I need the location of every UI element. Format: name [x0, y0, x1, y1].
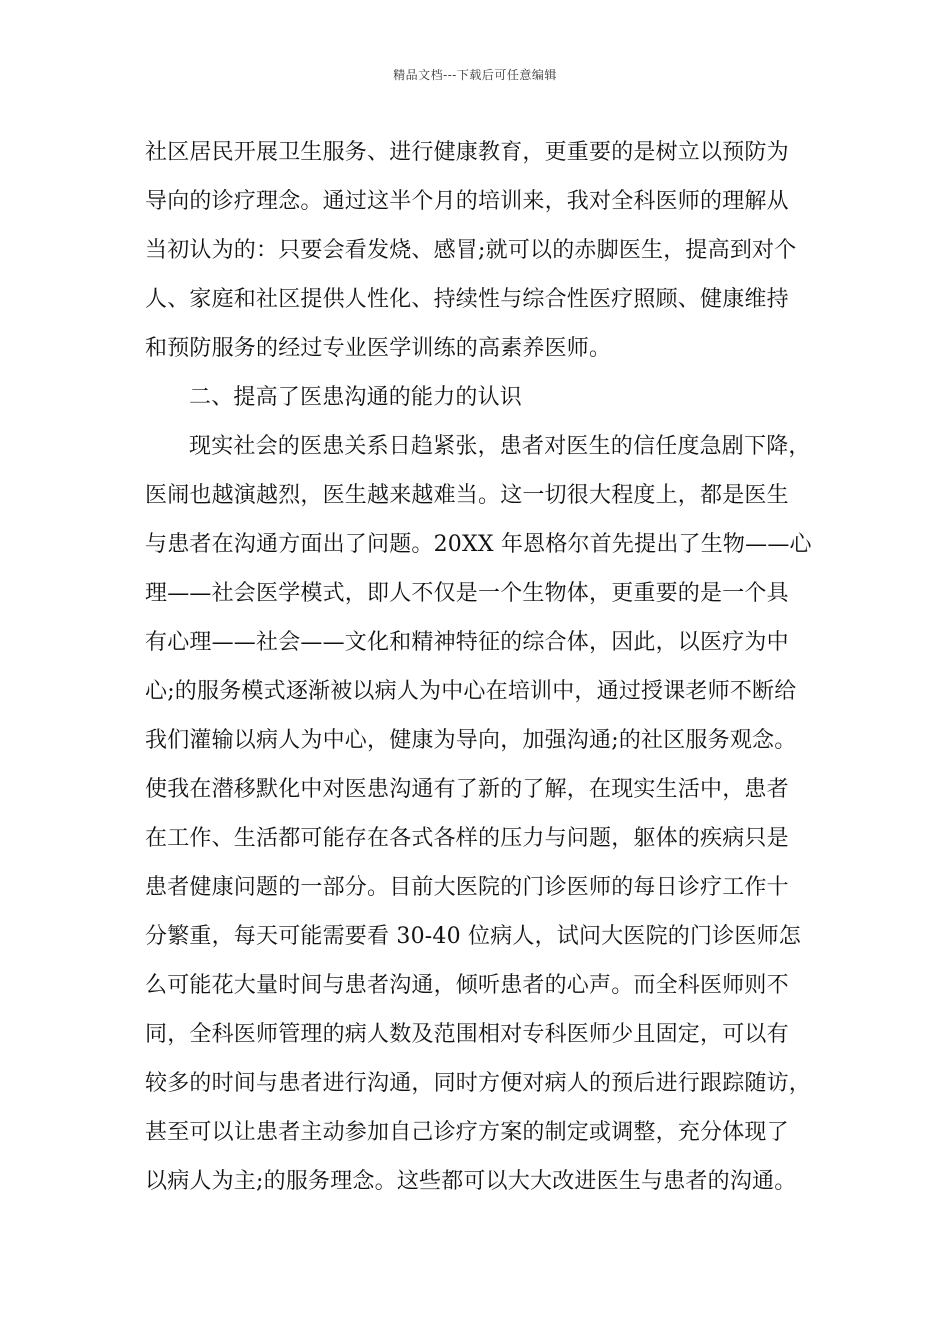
paragraph-line: 同，全科医师管理的病人数及范围相对专科医师少且固定，可以有	[145, 1022, 789, 1047]
paragraph-line: 甚至可以让患者主动参加自己诊疗方案的制定或调整，充分体现了	[145, 1120, 789, 1145]
paragraph-line: 使我在潜移默化中对医患沟通有了新的了解，在现实生活中，患者	[145, 777, 789, 802]
paragraph-line: 较多的时间与患者进行沟通，同时方便对病人的预后进行跟踪随访，	[145, 1071, 812, 1096]
paragraph-line: 人、家庭和社区提供人性化、持续性与综合性医疗照顾、健康维持	[145, 287, 789, 312]
paragraph-line: 以病人为主;的服务理念。这些都可以大大改进医生与患者的沟通。	[145, 1169, 797, 1194]
paragraph-line: 社区居民开展卫生服务、进行健康教育，更重要的是树立以预防为	[145, 140, 789, 165]
paragraph-line: 导向的诊疗理念。通过这半个月的培训来，我对全科医师的理解从	[145, 189, 789, 214]
paragraph-line: 和预防服务的经过专业医学训练的高素养医师。	[145, 336, 612, 361]
paragraph-line: 分繁重，每天可能需要看 30-40 位病人，试问大医院的门诊医师怎	[145, 924, 802, 949]
paragraph-line: 现实社会的医患关系日趋紧张，患者对医生的信任度急剧下降，	[189, 434, 811, 459]
paragraph-line: 患者健康问题的一部分。目前大医院的门诊医师的每日诊疗工作十	[145, 875, 789, 900]
paragraph-line: 有心理——社会——文化和精神特征的综合体，因此，以医疗为中	[145, 630, 789, 655]
paragraph-line: 心;的服务模式逐渐被以病人为中心在培训中，通过授课老师不断给	[145, 679, 797, 704]
paragraph-line: 与患者在沟通方面出了问题。20XX 年恩格尔首先提出了生物——心	[145, 532, 812, 557]
paragraph-line: 当初认为的：只要会看发烧、感冒;就可以的赤脚医生，提高到对个	[145, 238, 797, 263]
paragraph-line: 医闹也越演越烈，医生越来越难当。这一切很大程度上，都是医生	[145, 483, 789, 508]
paragraph-line: 我们灌输以病人为中心，健康为导向，加强沟通;的社区服务观念。	[145, 728, 797, 753]
paragraph-line: 在工作、生活都可能存在各式各样的压力与问题，躯体的疾病只是	[145, 826, 789, 851]
paragraph-line: 么可能花大量时间与患者沟通，倾听患者的心声。而全科医师则不	[145, 973, 789, 998]
paragraph-line: 理——社会医学模式，即人不仅是一个生物体，更重要的是一个具	[145, 581, 789, 606]
section-heading: 二、提高了医患沟通的能力的认识	[189, 385, 523, 410]
page-header: 精品文档---下载后可任意编辑	[393, 68, 557, 82]
document-body	[145, 128, 835, 1206]
